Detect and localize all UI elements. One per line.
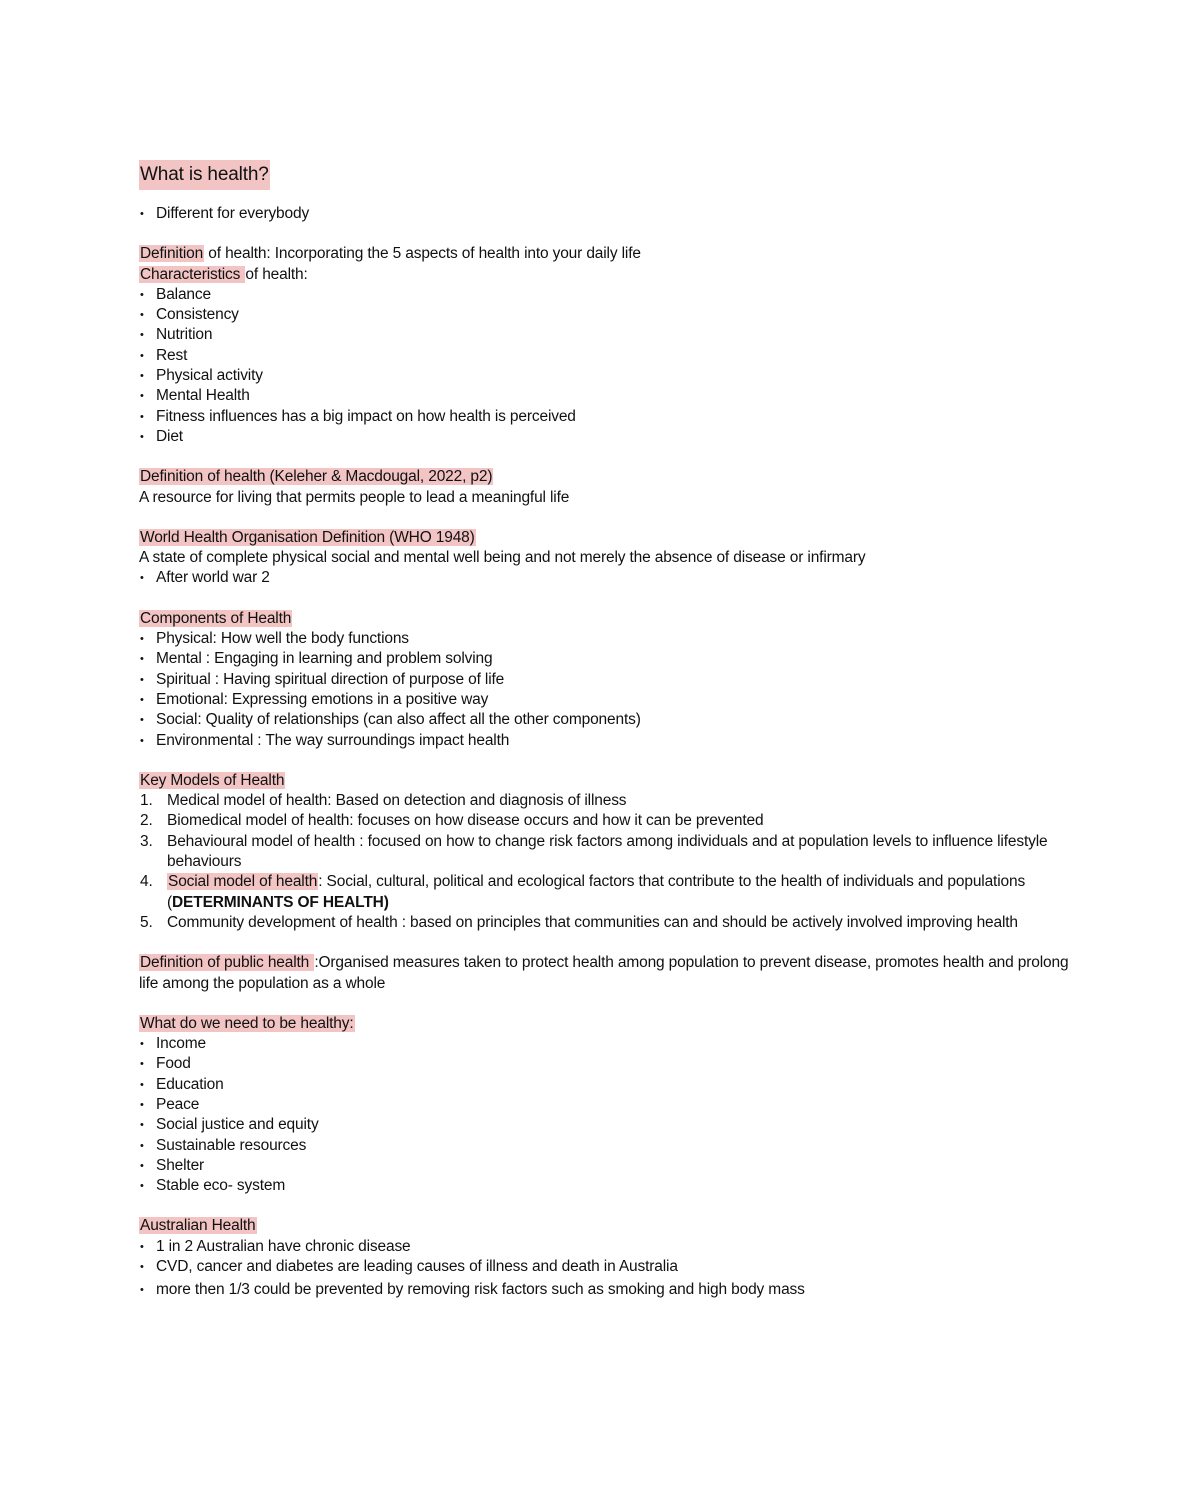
australian-list — [139, 1237, 1079, 1301]
list-item — [139, 791, 1079, 811]
item-number: 1. — [140, 792, 153, 810]
list-item: • Shelter — [139, 1156, 1079, 1176]
list-item: • Nutrition — [139, 325, 1079, 345]
intro-list — [139, 204, 1079, 224]
list-item — [139, 811, 1079, 831]
item-text: Biomedical model of health: focuses on how disease occurs and how it can be prevented — [167, 812, 764, 830]
list-item: • Physical activity — [139, 366, 1079, 386]
list-item — [139, 832, 1079, 873]
page-title: What is health? — [139, 160, 270, 190]
components-heading: Components of Health — [140, 609, 292, 627]
characteristics-line — [139, 265, 1079, 285]
list-item: • Mental : Engaging in learning and problem solving — [139, 649, 1079, 669]
determinants-label: DETERMINANTS OF HEALTH) — [172, 893, 389, 911]
document-page — [139, 160, 1079, 1301]
item-number: 5. — [140, 913, 153, 931]
list-item: • Environmental : The way surroundings impact health — [139, 731, 1079, 751]
list-item: • Different for everybody — [139, 204, 1079, 224]
models-heading: Key Models of Health — [140, 771, 285, 789]
list-item: • Balance — [139, 285, 1079, 305]
characteristics-text: of health: — [245, 265, 308, 283]
item-text: Community development of health : based on principles that communities can and should be actively involved improving health — [167, 913, 1018, 931]
components-list — [139, 629, 1079, 751]
list-item: • Spiritual : Having spiritual direction of purpose of life — [139, 670, 1079, 690]
item-number: 3. — [140, 832, 153, 850]
social-model-label: Social model of health — [168, 873, 318, 891]
list-item: • Emotional: Expressing emotions in a positive way — [139, 690, 1079, 710]
public-health-text: :Organised measures taken to protect health among population to prevent disease, promotes health and prolong life among the population as a whole — [139, 954, 1069, 992]
australian-heading: Australian Health — [140, 1217, 256, 1235]
list-item: • Social: Quality of relationships (can also affect all the other components) — [139, 710, 1079, 730]
definition-label: Definition — [140, 245, 204, 263]
list-item: • more then 1/3 could be prevented by removing risk factors such as smoking and high body mass — [139, 1280, 1079, 1300]
list-item: • Peace — [139, 1095, 1079, 1115]
item-number: 4. — [140, 873, 153, 891]
item-text: Behavioural model of health : focused on how to change risk factors among individuals and at population levels to influence lifestyle behaviours — [167, 832, 1048, 871]
list-item: • Social justice and equity — [139, 1115, 1079, 1135]
list-item: • Income — [139, 1034, 1079, 1054]
definition-text: of health: Incorporating the 5 aspects of health into your daily life — [204, 245, 641, 263]
public-health-paragraph — [139, 953, 1079, 994]
who-heading: World Health Organisation Definition (WHO 1948) — [140, 528, 475, 546]
item-number: 2. — [140, 812, 153, 830]
models-list — [139, 791, 1079, 933]
definition-line — [139, 244, 1079, 264]
list-item — [139, 872, 1079, 913]
list-item: • Rest — [139, 346, 1079, 366]
who-text: A state of complete physical social and mental well being and not merely the absence of disease or infirmary — [139, 549, 866, 567]
list-item: • Diet — [139, 427, 1079, 447]
list-item — [139, 913, 1079, 933]
list-item: • Food — [139, 1054, 1079, 1074]
needs-list — [139, 1034, 1079, 1196]
list-item: • Fitness influences has a big impact on how health is perceived — [139, 407, 1079, 427]
list-item: • Mental Health — [139, 386, 1079, 406]
item-text: : Social, cultural, political and ecological factors that contribute to the health of individuals and populations ( — [167, 873, 1026, 911]
characteristics-list — [139, 285, 1079, 447]
list-item: • Education — [139, 1075, 1079, 1095]
public-health-label: Definition of public health — [140, 954, 314, 972]
list-item: • CVD, cancer and diabetes are leading causes of illness and death in Australia — [139, 1257, 1079, 1277]
needs-heading: What do we need to be healthy: — [140, 1014, 354, 1032]
characteristics-label: Characteristics — [140, 265, 245, 283]
keleher-text: A resource for living that permits people to lead a meaningful life — [139, 488, 570, 506]
item-text: Medical model of health: Based on detection and diagnosis of illness — [167, 792, 627, 810]
list-item: • Sustainable resources — [139, 1136, 1079, 1156]
list-item: • Stable eco- system — [139, 1176, 1079, 1196]
who-list — [139, 568, 1079, 588]
list-item: • After world war 2 — [139, 568, 1079, 588]
list-item: • 1 in 2 Australian have chronic disease — [139, 1237, 1079, 1257]
keleher-heading: Definition of health (Keleher & Macdougal, 2022, p2) — [140, 468, 493, 486]
list-item: • Physical: How well the body functions — [139, 629, 1079, 649]
list-item: • Consistency — [139, 305, 1079, 325]
